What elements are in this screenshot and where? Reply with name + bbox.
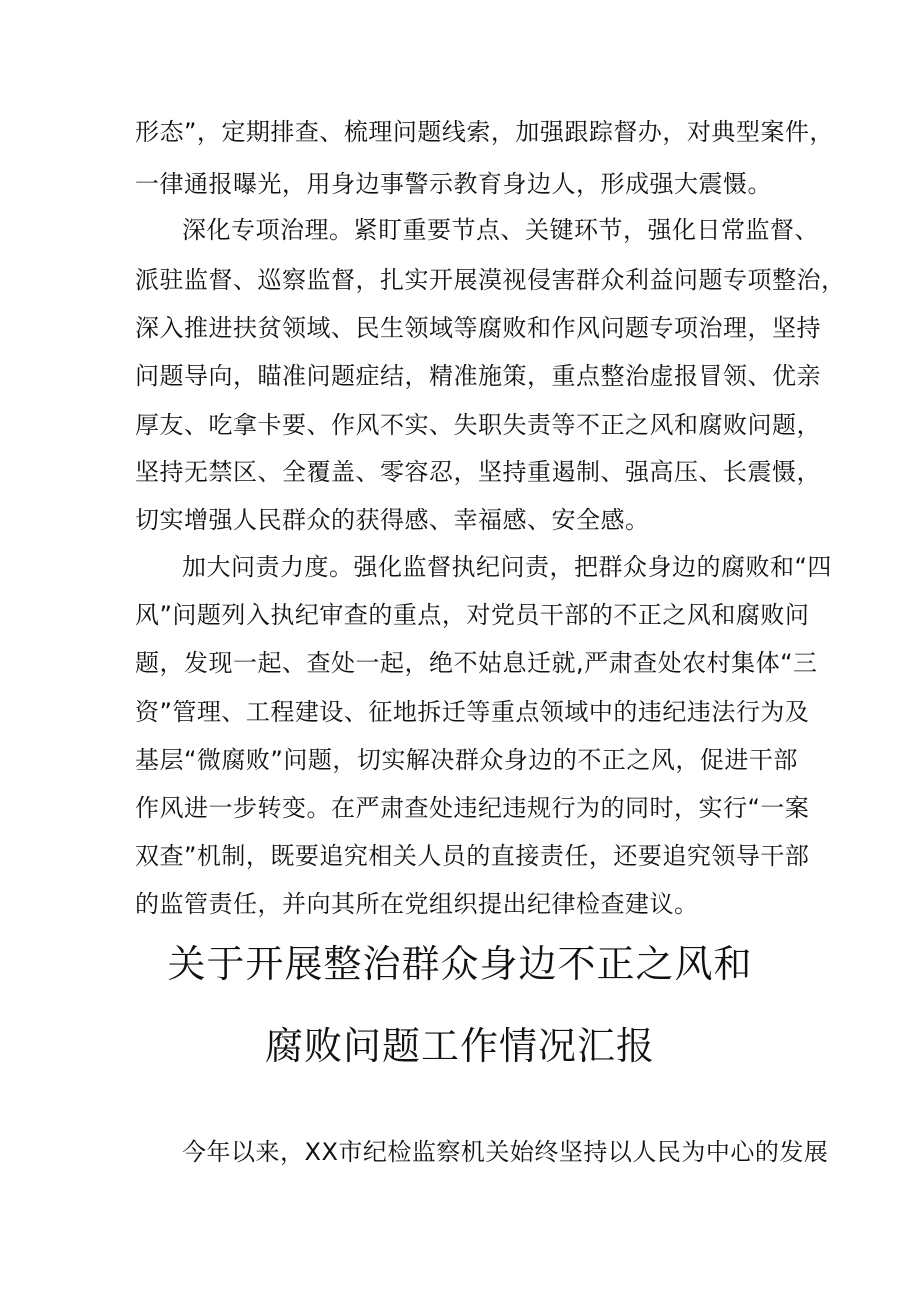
- paragraph-line: 的监管责任，并向其所在党组织提出纪律检查建议。: [135, 890, 699, 918]
- paragraph-line: 资”管理、工程建设、征地拆迁等重点领域中的违纪违法行为及: [135, 698, 810, 726]
- paragraph-line: 问题导向，瞄准问题症结，精准施策，重点整治虚报冒领、优亲: [135, 362, 821, 390]
- paragraph-line: 深化专项治理。紧盯重要节点、关键环节，强化日常监督、: [182, 216, 819, 244]
- paragraph-line: 切实增强人民群众的获得感、幸福感、安全感。: [135, 506, 650, 534]
- paragraph-line: 厚友、吃拿卡要、作风不实、失职失责等不正之风和腐败问题，: [135, 411, 821, 439]
- paragraph-line: 深入推进扶贫领域、民生领域等腐败和作风问题专项治理，坚持: [135, 314, 821, 342]
- opening-line: 今年以来，XX市纪检监察机关始终坚持以人民为中心的发展: [182, 1138, 829, 1166]
- report-title: 腐败问题工作情况汇报: [264, 1024, 655, 1068]
- paragraph-line: 加大问责力度。强化监督执纪问责，把群众身边的腐败和“四: [182, 553, 832, 581]
- paragraph-line: 一律通报曝光，用身边事警示教育身边人，形成强大震慑。: [135, 170, 772, 198]
- report-title: 关于开展整治群众身边不正之风和: [167, 942, 753, 986]
- paragraph-line: 坚持无禁区、全覆盖、零容忍，坚持重遏制、强高压、长震慑，: [135, 458, 821, 486]
- paragraph-line: 基层“微腐败”问题，切实解决群众身边的不正之风，促进干部: [135, 746, 798, 774]
- paragraph-line: 风”问题列入执纪审查的重点，对党员干部的不正之风和腐败问: [135, 601, 810, 629]
- paragraph-line: 形态”，定期排查、梳理问题线索，加强跟踪督办，对典型案件，: [135, 118, 834, 146]
- paragraph-line: 派驻监督、巡察监督，扎实开展漠视侵害群众利益问题专项整治，: [135, 266, 846, 294]
- paragraph-line: 双查”机制，既要追究相关人员的直接责任，还要追究领导干部: [135, 842, 810, 870]
- paragraph-line: 作风进一步转变。在严肃查处违纪违规行为的同时，实行“一案: [135, 794, 810, 822]
- paragraph-line: 题，发现一起、查处一起，绝不姑息迁就,严肃查处农村集体“三: [135, 649, 818, 677]
